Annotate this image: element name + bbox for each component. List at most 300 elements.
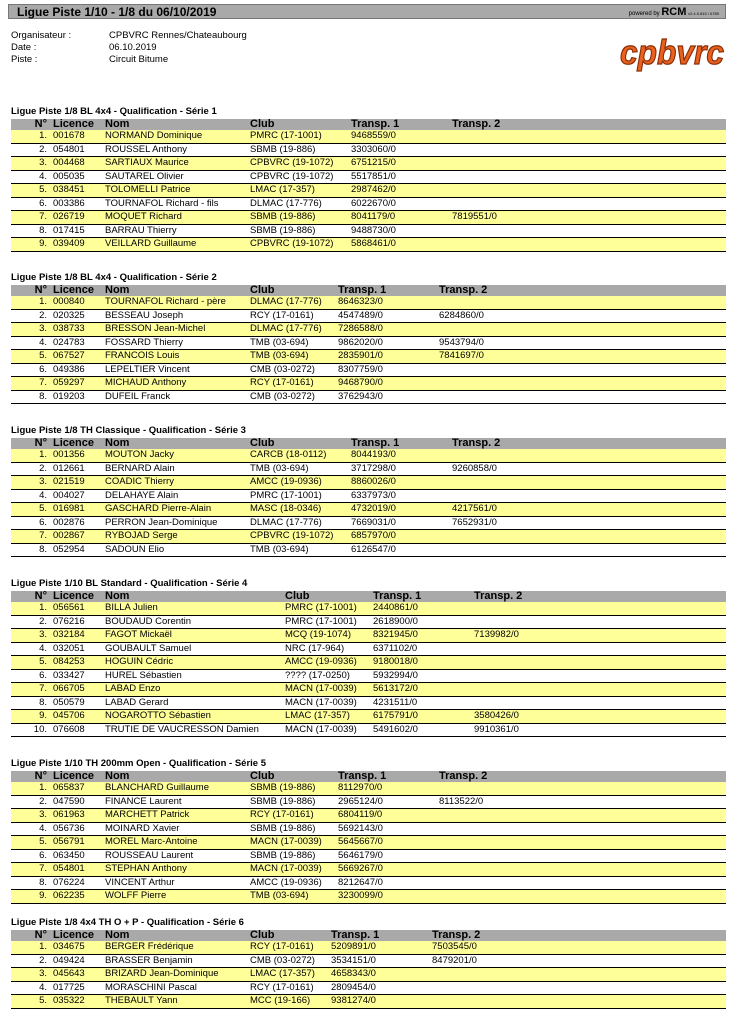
col-club-cell: SBMB (19-886) [250, 224, 316, 236]
col-transp2-header: Transp. 2 [450, 438, 726, 449]
col-club-cell: PMRC (17-1001) [248, 130, 349, 143]
col-transp2-cell [472, 642, 726, 656]
table-row [11, 723, 726, 737]
col-transp1-cell: 5209891/0 [329, 941, 430, 954]
col-transp2-header: Transp. 2 [430, 930, 726, 941]
col-transp1-cell: 5932994/0 [373, 669, 418, 681]
col-no-cell: 3. [11, 476, 51, 490]
col-transp1-cell: 5491602/0 [373, 723, 418, 735]
col-club-cell: TMB (03-694) [250, 462, 309, 474]
col-transp1-header: Transp. 1 [336, 771, 437, 782]
col-transp1-cell: 4231511/0 [373, 696, 418, 708]
col-club-cell: TMB (03-694) [248, 890, 336, 904]
col-transp1-cell: 4658343/0 [329, 968, 430, 982]
col-transp1-cell: 8860026/0 [349, 476, 450, 490]
table-row [11, 981, 726, 995]
serie-title: Ligue Piste 1/8 TH Classique - Qualification - Série 3 [11, 425, 246, 436]
table-row [11, 822, 726, 836]
col-nom-cell: BARRAU Thierry [105, 224, 177, 236]
col-licence-cell: 012661 [53, 462, 85, 474]
col-transp2-cell: 7503545/0 [430, 941, 726, 954]
col-transp1-cell: 6857970/0 [349, 530, 450, 544]
col-transp1-cell: 5868461/0 [349, 238, 450, 252]
table-row [11, 954, 726, 968]
col-club-cell: ???? (17-0250) [285, 669, 350, 681]
table-row [11, 224, 726, 238]
col-nom-cell: MOUTON Jacky [103, 449, 248, 462]
col-transp1-cell: 5692143/0 [338, 822, 383, 834]
col-club-cell: MACN (17-0039) [285, 723, 357, 735]
col-licence-cell: 038451 [51, 184, 103, 198]
col-transp2-cell [437, 390, 726, 404]
col-transp2-cell [450, 530, 726, 544]
table-row [11, 309, 726, 323]
col-transp2-cell: 7841697/0 [437, 350, 726, 364]
col-nom-cell: ROUSSEAU Laurent [105, 849, 194, 861]
col-licence-cell: 061963 [51, 809, 103, 823]
col-transp2-cell: 7139982/0 [472, 629, 726, 643]
col-transp1-cell: 8044193/0 [349, 449, 450, 462]
table-row [11, 184, 726, 198]
col-no-cell: 5. [11, 656, 51, 670]
col-club-cell: RCY (17-0161) [248, 377, 336, 391]
col-no-cell: 7. [11, 377, 51, 391]
col-nom-cell: MARCHETT Patrick [103, 809, 248, 823]
col-licence-header: Licence [51, 930, 103, 941]
col-transp2-cell [430, 981, 726, 995]
col-club-header: Club [248, 438, 349, 449]
table-row [11, 615, 726, 629]
col-nom-cell: BESSEAU Joseph [105, 309, 184, 321]
col-licence-header: Licence [51, 438, 103, 449]
col-transp2-cell [450, 130, 726, 143]
col-licence-cell: 005035 [53, 170, 85, 182]
col-licence-cell: 003386 [53, 197, 85, 209]
col-club-cell: MACN (17-0039) [248, 836, 336, 850]
col-transp1-cell: 9381274/0 [329, 995, 430, 1009]
col-licence-cell: 001356 [51, 449, 103, 462]
table-row [11, 238, 726, 252]
col-nom-cell: ROUSSEL Anthony [105, 143, 188, 155]
col-transp2-cell [437, 876, 726, 890]
col-transp1-cell: 7286588/0 [336, 323, 437, 337]
col-transp1-cell: 6175791/0 [371, 710, 472, 724]
col-nom-cell: DELAHAYE Alain [105, 489, 179, 501]
col-club-cell: MACN (17-0039) [285, 696, 357, 708]
col-no-header: N° [11, 119, 51, 130]
col-transp1-cell: 3717298/0 [351, 462, 396, 474]
col-licence-cell: 032184 [51, 629, 103, 643]
col-licence-cell: 050579 [53, 696, 85, 708]
col-nom-cell: LEPELTIER Vincent [105, 363, 190, 375]
col-no-cell: 2. [39, 615, 47, 627]
col-transp1-cell: 2965124/0 [338, 795, 383, 807]
col-nom-cell: MOINARD Xavier [105, 822, 180, 834]
col-no-cell: 5. [11, 350, 51, 364]
col-transp1-cell: 6126547/0 [351, 543, 396, 555]
col-no-cell: 1. [11, 941, 51, 954]
table-row [11, 710, 726, 724]
col-no-cell: 2. [39, 143, 47, 155]
serie-title: Ligue Piste 1/10 TH 200mm Open - Qualification - Série 5 [11, 758, 266, 769]
col-nom-cell: BRESSON Jean-Michel [103, 323, 248, 337]
col-no-cell: 4. [39, 489, 47, 501]
col-transp1-cell: 3534151/0 [331, 954, 376, 966]
col-licence-cell: 038733 [51, 323, 103, 337]
col-no-cell: 5. [11, 836, 51, 850]
col-club-cell: NRC (17-964) [285, 642, 345, 654]
serie-table [11, 119, 726, 252]
col-club-cell: AMCC (19-0936) [250, 876, 322, 888]
col-transp1-cell: 3230099/0 [336, 890, 437, 904]
col-transp2-cell [472, 683, 726, 697]
organisateur-label: Organisateur : [11, 30, 72, 41]
col-no-cell: 2. [39, 462, 47, 474]
col-club-cell: DLMAC (17-776) [250, 197, 322, 209]
serie-table [11, 771, 726, 904]
col-transp1-header: Transp. 1 [329, 930, 430, 941]
col-transp1-cell: 4547489/0 [338, 309, 383, 321]
col-licence-cell: 056791 [51, 836, 103, 850]
col-no-cell: 1. [11, 296, 51, 309]
col-transp2-cell [472, 669, 726, 683]
col-club-cell: LMAC (17-357) [248, 968, 329, 982]
col-transp2-cell: 7819551/0 [450, 211, 726, 225]
col-no-cell: 2. [39, 309, 47, 321]
col-licence-cell: 026719 [51, 211, 103, 225]
col-licence-cell: 047590 [53, 795, 85, 807]
col-no-cell: 2. [39, 795, 47, 807]
col-transp2-header: Transp. 2 [437, 285, 726, 296]
table-row [11, 211, 726, 225]
col-nom-cell: FOSSARD Thierry [105, 336, 183, 348]
col-nom-cell: HOGUIN Cédric [103, 656, 283, 670]
col-club-cell: SBMB (19-886) [250, 822, 316, 834]
col-no-cell: 7. [11, 683, 51, 697]
col-transp1-cell: 4732019/0 [349, 503, 450, 517]
col-club-header: Club [248, 285, 336, 296]
table-row [11, 696, 726, 710]
col-no-cell: 3. [11, 323, 51, 337]
col-nom-cell: SAUTAREL Olivier [105, 170, 184, 182]
col-transp2-cell [437, 809, 726, 823]
serie-title: Ligue Piste 1/8 4x4 TH O + P - Qualification - Série 6 [11, 917, 244, 928]
col-nom-cell: NORMAND Dominique [103, 130, 248, 143]
col-licence-cell: 045643 [51, 968, 103, 982]
col-licence-cell: 020325 [53, 309, 85, 321]
col-transp1-cell: 5646179/0 [338, 849, 383, 861]
col-transp2-cell [472, 615, 726, 629]
col-transp2-cell: 8479201/0 [432, 954, 477, 966]
col-club-cell: SBMB (19-886) [250, 795, 316, 807]
col-transp2-cell [450, 184, 726, 198]
col-transp2-cell: 4217561/0 [450, 503, 726, 517]
col-licence-cell: 004468 [51, 157, 103, 171]
col-club-cell: LMAC (17-357) [283, 710, 371, 724]
table-row [11, 476, 726, 490]
col-nom-cell: VEILLARD Guillaume [103, 238, 248, 252]
col-transp2-cell [430, 968, 726, 982]
col-nom-header: Nom [103, 119, 248, 130]
table-row [11, 968, 726, 982]
table-row [11, 197, 726, 211]
col-transp2-cell [472, 656, 726, 670]
col-club-cell: CMB (03-0272) [250, 954, 315, 966]
col-nom-cell: HUREL Sébastien [105, 669, 182, 681]
col-transp2-cell [450, 489, 726, 503]
table-row [11, 170, 726, 184]
col-no-cell: 8. [39, 876, 47, 888]
col-transp2-cell [437, 323, 726, 337]
col-licence-cell: 056561 [51, 602, 103, 615]
col-no-cell: 3. [11, 157, 51, 171]
col-club-cell: CARCB (18-0112) [248, 449, 349, 462]
col-club-cell: TMB (03-694) [248, 350, 336, 364]
col-nom-cell: GOUBAULT Samuel [105, 642, 192, 654]
col-licence-cell: 017725 [53, 981, 85, 993]
col-nom-cell: MORASCHINI Pascal [105, 981, 197, 993]
col-transp2-cell [437, 822, 726, 836]
powered-prefix: powered by [628, 11, 660, 17]
col-transp2-cell [450, 157, 726, 171]
col-licence-cell: 001678 [51, 130, 103, 143]
col-licence-cell: 033427 [53, 669, 85, 681]
col-no-cell: 8. [39, 543, 47, 555]
col-licence-cell: 035322 [51, 995, 103, 1009]
col-transp2-header: Transp. 2 [437, 771, 726, 782]
col-transp1-cell: 6751215/0 [349, 157, 450, 171]
col-club-cell: DLMAC (17-776) [248, 323, 336, 337]
col-transp2-cell: 6284860/0 [439, 309, 484, 321]
table-row [11, 642, 726, 656]
col-licence-cell: 019203 [53, 390, 85, 402]
col-transp1-cell: 5613172/0 [371, 683, 472, 697]
col-club-cell: DLMAC (17-776) [250, 516, 322, 528]
col-transp1-cell: 6337973/0 [351, 489, 396, 501]
col-licence-cell: 000840 [51, 296, 103, 309]
col-transp1-cell: 2987462/0 [349, 184, 450, 198]
col-licence-cell: 076216 [53, 615, 85, 627]
col-nom-header: Nom [103, 438, 248, 449]
table-row [11, 941, 726, 954]
col-licence-cell: 049386 [53, 363, 85, 375]
col-transp1-header: Transp. 1 [349, 119, 450, 130]
col-nom-cell: MOQUET Richard [103, 211, 248, 225]
col-transp2-cell [430, 995, 726, 1009]
col-club-header: Club [248, 119, 349, 130]
col-club-cell: MASC (18-0346) [248, 503, 349, 517]
col-transp1-header: Transp. 1 [349, 438, 450, 449]
col-licence-header: Licence [51, 591, 103, 602]
col-transp2-cell [450, 197, 726, 211]
col-nom-cell: TOLOMELLI Patrice [103, 184, 248, 198]
table-row [11, 323, 726, 337]
col-nom-cell: STEPHAN Anthony [103, 863, 248, 877]
col-club-cell: MCQ (19-1074) [283, 629, 371, 643]
col-transp2-cell: 7652931/0 [452, 516, 497, 528]
col-licence-cell: 016981 [51, 503, 103, 517]
serie-table [11, 438, 726, 557]
col-club-cell: MACN (17-0039) [248, 863, 336, 877]
serie-title: Ligue Piste 1/8 BL 4x4 - Qualification - Série 2 [11, 272, 217, 283]
col-licence-header: Licence [51, 771, 103, 782]
col-no-cell: 1. [11, 782, 51, 795]
table-row [11, 849, 726, 863]
col-nom-cell: MOREL Marc-Antoine [103, 836, 248, 850]
table-row [11, 863, 726, 877]
col-transp2-cell [450, 170, 726, 184]
col-transp2-cell [437, 363, 726, 377]
table-row [11, 363, 726, 377]
table-row [11, 157, 726, 171]
table-row [11, 336, 726, 350]
col-transp1-cell: 9468790/0 [336, 377, 437, 391]
table-row [11, 656, 726, 670]
col-club-cell: CMB (03-0272) [250, 363, 315, 375]
table-row [11, 629, 726, 643]
col-transp1-cell: 2440861/0 [371, 602, 472, 615]
col-transp1-cell: 5645667/0 [336, 836, 437, 850]
table-row [11, 489, 726, 503]
col-transp1-cell: 9468559/0 [349, 130, 450, 143]
col-licence-cell: 076608 [53, 723, 85, 735]
col-no-cell: 3. [11, 629, 51, 643]
table-row [11, 143, 726, 157]
col-licence-cell: 002876 [53, 516, 85, 528]
col-no-header: N° [11, 591, 51, 602]
col-transp2-cell [450, 224, 726, 238]
col-no-cell: 1. [11, 602, 51, 615]
col-licence-cell: 032051 [53, 642, 85, 654]
col-transp2-cell [472, 696, 726, 710]
col-nom-cell: BRASSER Benjamin [105, 954, 193, 966]
col-transp1-header: Transp. 1 [371, 591, 472, 602]
col-transp1-cell: 2618900/0 [373, 615, 418, 627]
col-nom-cell: VINCENT Arthur [105, 876, 175, 888]
col-no-cell: 10. [33, 723, 47, 735]
col-transp1-cell: 9862020/0 [338, 336, 383, 348]
col-club-cell: MACN (17-0039) [283, 683, 371, 697]
col-transp2-cell [450, 143, 726, 157]
col-licence-cell: 039409 [51, 238, 103, 252]
col-transp1-cell: 2809454/0 [331, 981, 376, 993]
col-transp2-cell [437, 836, 726, 850]
col-club-cell: AMCC (19-0936) [248, 476, 349, 490]
date-label: Date : [11, 42, 37, 53]
powered-by [629, 5, 719, 21]
logo-text: cpbvrc [620, 34, 725, 72]
col-licence-cell: 067527 [51, 350, 103, 364]
col-licence-cell: 065837 [51, 782, 103, 795]
cpbvrc-logo [617, 31, 727, 73]
col-no-cell: 6. [39, 849, 47, 861]
col-transp1-header: Transp. 1 [336, 285, 437, 296]
col-transp1-cell: 9180018/0 [371, 656, 472, 670]
col-nom-cell: BLANCHARD Guillaume [103, 782, 248, 795]
col-transp1-cell: 8112970/0 [336, 782, 437, 795]
col-transp2-cell: 3580426/0 [472, 710, 726, 724]
table-row [11, 462, 726, 476]
col-no-cell: 8. [39, 390, 47, 402]
col-transp1-cell: 8321945/0 [371, 629, 472, 643]
col-transp1-cell: 8646323/0 [336, 296, 437, 309]
col-nom-cell: BERGER Frédérique [103, 941, 248, 954]
col-no-cell: 3. [11, 809, 51, 823]
col-transp2-cell [450, 238, 726, 252]
table-row [11, 782, 726, 795]
col-no-header: N° [11, 285, 51, 296]
table-row [11, 669, 726, 683]
col-transp2-cell: 9543794/0 [439, 336, 484, 348]
col-club-cell: CPBVRC (19-1072) [248, 530, 349, 544]
col-transp2-cell [472, 602, 726, 615]
table-row [11, 296, 726, 309]
col-no-header: N° [11, 771, 51, 782]
table-row [11, 795, 726, 809]
table-row [11, 350, 726, 364]
col-nom-cell: GASCHARD Pierre-Alain [103, 503, 248, 517]
col-transp1-cell: 7669031/0 [351, 516, 396, 528]
date-value: 06.10.2019 [109, 42, 157, 53]
col-licence-cell: 045706 [51, 710, 103, 724]
col-no-cell: 8. [39, 696, 47, 708]
col-no-cell: 3. [11, 968, 51, 982]
col-club-cell: DLMAC (17-776) [248, 296, 336, 309]
col-nom-cell: FRANCOIS Louis [103, 350, 248, 364]
page-header [8, 4, 726, 19]
table-row [11, 516, 726, 530]
col-club-cell: SBMB (19-886) [250, 849, 316, 861]
version-label: v2.4.5.815 / 6789 [688, 11, 719, 16]
piste-value: Circuit Bitume [109, 54, 169, 65]
col-nom-cell: WOLFF Pierre [103, 890, 248, 904]
col-nom-cell: PERRON Jean-Dominique [105, 516, 218, 528]
col-club-cell: RCY (17-0161) [248, 809, 336, 823]
col-club-cell: PMRC (17-1001) [285, 615, 357, 627]
table-row [11, 377, 726, 391]
col-licence-cell: 054801 [53, 143, 85, 155]
col-club-cell: CPBVRC (19-1072) [248, 238, 349, 252]
col-nom-cell: BOUDAUD Corentin [105, 615, 192, 627]
col-licence-cell: 084253 [51, 656, 103, 670]
col-no-cell: 4. [39, 170, 47, 182]
col-nom-cell: NOGAROTTO Sébastien [103, 710, 283, 724]
col-transp2-cell [450, 476, 726, 490]
col-no-cell: 4. [39, 822, 47, 834]
col-transp1-cell: 6022670/0 [351, 197, 396, 209]
piste-label: Piste : [11, 54, 38, 65]
serie-title: Ligue Piste 1/10 BL Standard - Qualification - Série 4 [11, 578, 248, 589]
table-row [11, 836, 726, 850]
col-nom-cell: BRIZARD Jean-Dominique [103, 968, 248, 982]
col-licence-cell: 076224 [53, 876, 85, 888]
col-transp1-cell: 3303060/0 [351, 143, 396, 155]
col-club-cell: CMB (03-0272) [250, 390, 315, 402]
col-licence-cell: 052954 [53, 543, 85, 555]
col-transp1-cell: 5517851/0 [351, 170, 396, 182]
col-nom-cell: RYBOJAD Serge [103, 530, 248, 544]
col-no-cell: 1. [11, 130, 51, 143]
serie-table [11, 285, 726, 404]
col-licence-cell: 034675 [51, 941, 103, 954]
col-nom-cell: MICHAUD Anthony [103, 377, 248, 391]
col-transp1-cell: 3762943/0 [338, 390, 383, 402]
col-no-header: N° [11, 438, 51, 449]
serie-title: Ligue Piste 1/8 BL 4x4 - Qualification - Série 1 [11, 106, 217, 117]
table-row [11, 543, 726, 557]
col-nom-cell: FAGOT Mickaël [103, 629, 283, 643]
col-no-cell: 1. [11, 449, 51, 462]
